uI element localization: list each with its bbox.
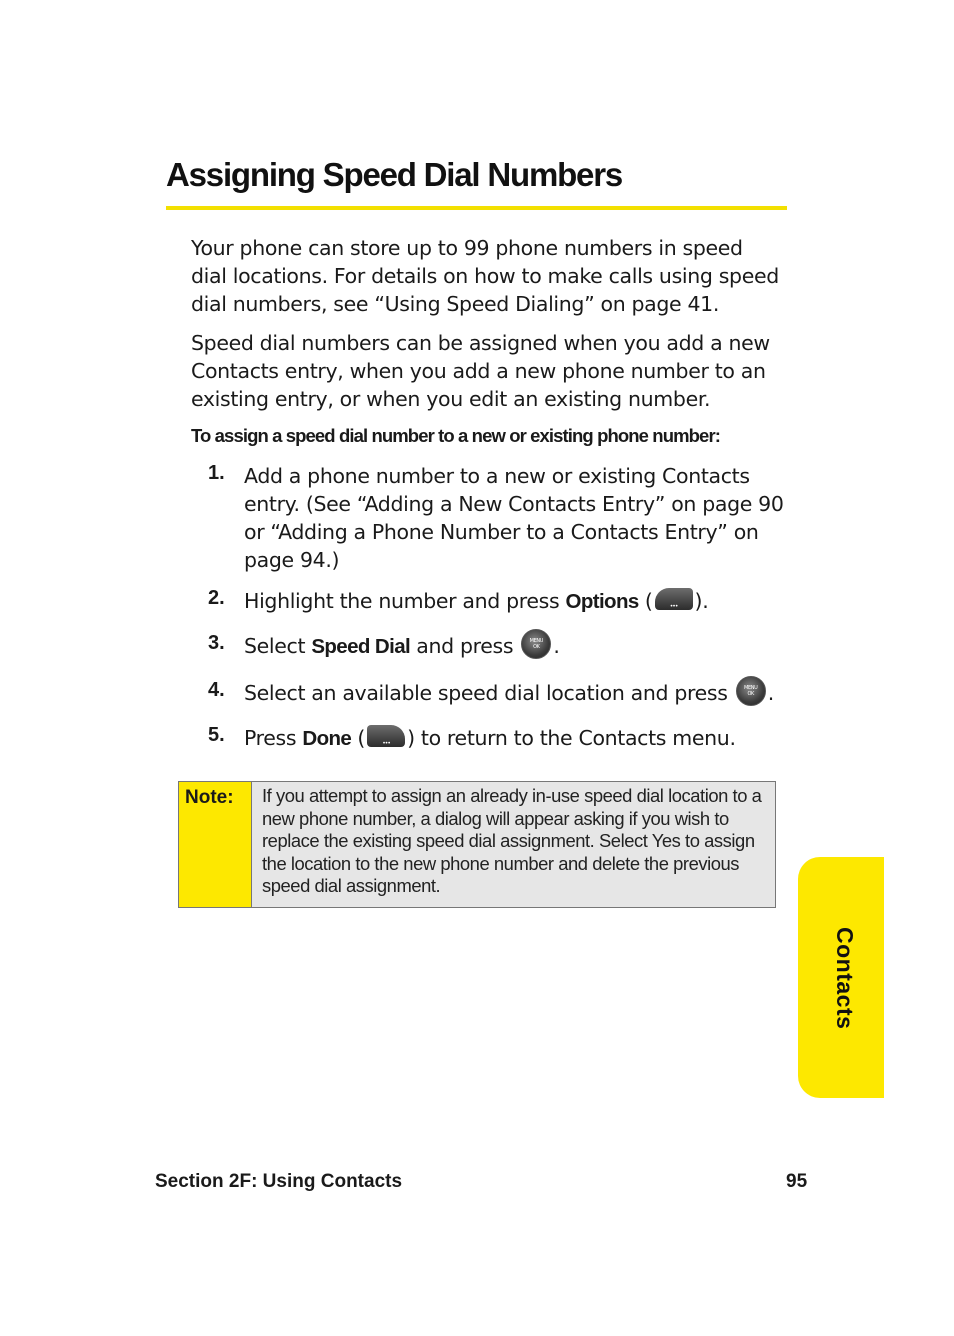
note-label-cell	[179, 782, 252, 907]
step-text	[244, 587, 784, 616]
footer-page-number: 95	[786, 1171, 808, 1192]
step-text-part: Select an available speed dial location and press	[244, 681, 734, 705]
side-tab-label: Contacts	[832, 927, 858, 1030]
step-text-part: ).	[694, 589, 709, 613]
procedure-heading: To assign a speed dial number to a new or existing phone number:	[191, 425, 721, 446]
step-text-part: Highlight the number and press	[244, 589, 566, 613]
step-text-part: Select	[244, 634, 312, 658]
menu-ok-key-icon	[521, 629, 551, 659]
step-number: 2.	[208, 587, 225, 609]
footer-section-title: Section 2F: Using Contacts	[155, 1171, 403, 1192]
note-body-cell	[252, 782, 775, 907]
right-softkey-icon	[655, 588, 693, 610]
step-text-part: .	[553, 634, 560, 658]
key-label-options: Options	[565, 590, 639, 613]
note-label: Note:	[185, 787, 234, 808]
step-text-part: (	[638, 589, 653, 613]
step-text-part: Press	[244, 726, 303, 750]
step-number: 3.	[208, 632, 225, 654]
step-text-part: .	[767, 681, 774, 705]
note-text: If you attempt to assign an already in-use speed dial location to a new phone number, a dialog will appear asking if you wish to replace the existing speed dial assignment. Select Yes to assign the location to the new phone number and delete the previous speed dial assignment.	[262, 785, 762, 896]
step-text	[244, 632, 784, 661]
step-text	[244, 724, 784, 753]
step-text-part: (	[351, 726, 366, 750]
intro-paragraph-2: Speed dial numbers can be assigned when you add a new Contacts entry, when you add a new phone number to an existing entry, or when you edit an existing number.	[191, 331, 770, 411]
note-box	[178, 781, 776, 908]
key-label-done: Done	[302, 727, 352, 750]
menu-ok-key-icon	[736, 676, 766, 706]
title-underline	[166, 206, 787, 210]
section-side-tab	[798, 857, 884, 1098]
step-text-part: ) to return to the Contacts menu.	[407, 726, 736, 750]
step-text-part: and press	[410, 634, 520, 658]
left-softkey-icon	[367, 725, 405, 747]
step-number: 1.	[208, 462, 225, 484]
step-text	[244, 679, 784, 707]
step-number: 5.	[208, 724, 225, 746]
menu-item-speed-dial: Speed Dial	[311, 635, 411, 658]
intro-paragraph-1: Your phone can store up to 99 phone numbers in speed dial locations. For details on how to make calls using speed dial numbers, see “Using Speed Dialing” on page 41.	[191, 236, 779, 316]
step-number: 4.	[208, 679, 225, 701]
step-text: Add a phone number to a new or existing Contacts entry. (See “Adding a New Contacts Entry” on page 90 or “Adding a Phone Number to a Contacts Entry” on page 94.)	[244, 464, 784, 572]
page-title: Assigning Speed Dial Numbers	[166, 156, 623, 193]
